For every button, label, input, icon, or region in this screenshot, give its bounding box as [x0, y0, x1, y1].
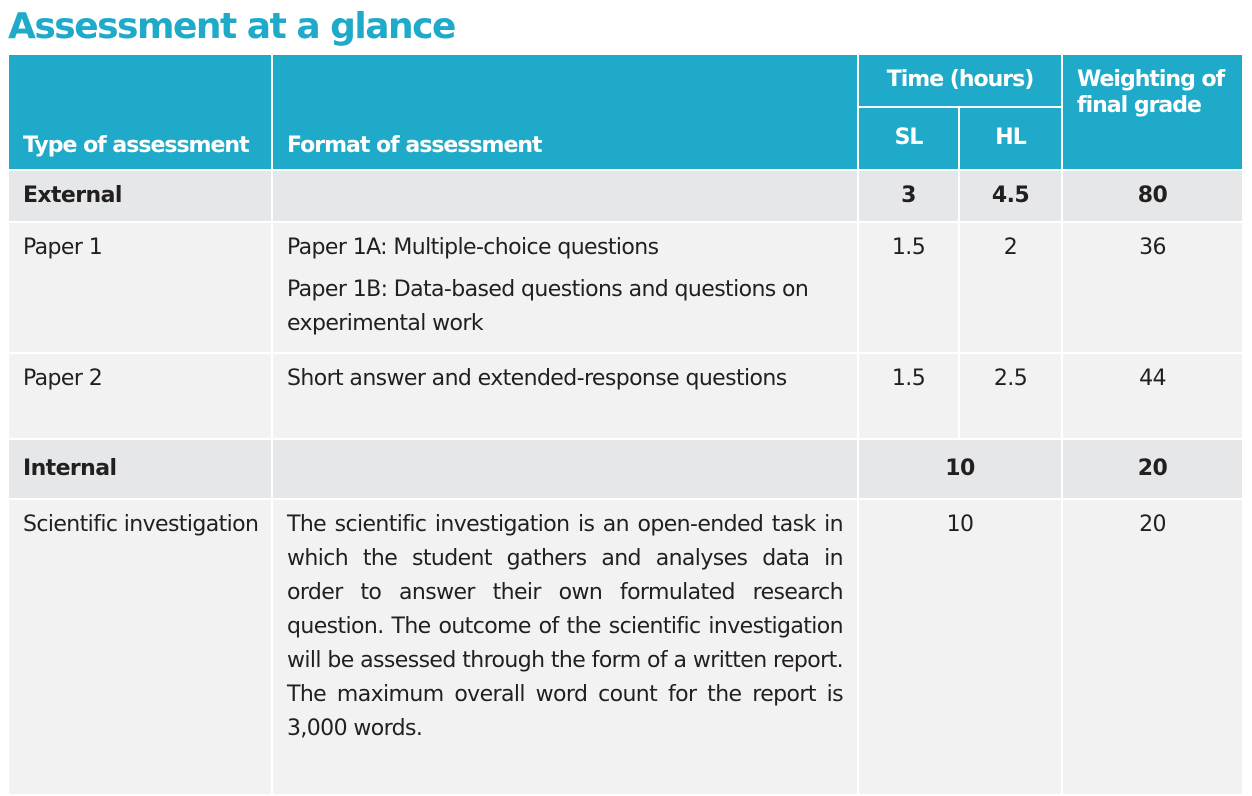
time-combined-cell: 10	[859, 440, 1061, 498]
format-cell	[273, 354, 857, 438]
time-combined-cell: 10	[859, 500, 1061, 794]
table-row-scientific-investigation	[9, 500, 1242, 794]
sl-cell: 1.5	[859, 354, 958, 438]
header-time: Time (hours)	[859, 55, 1061, 106]
weighting-cell: 20	[1063, 500, 1242, 794]
weighting-cell: 36	[1063, 223, 1242, 352]
type-cell: Paper 1	[9, 223, 271, 352]
format-paragraph: The scientific investigation is an open-ended task in which the student gathers and analyses data in order to answer their own formulated research question. The outcome of the scientific investigation will be assessed through the form of a written report. The maximum overall word count for the report is 3,000 words.	[287, 512, 843, 741]
hl-cell: 4.5	[960, 171, 1061, 221]
weighting-cell: 44	[1063, 354, 1242, 438]
header-sl: SL	[859, 108, 958, 169]
weighting-cell: 20	[1063, 440, 1242, 498]
sl-cell: 1.5	[859, 223, 958, 352]
header-weighting: Weighting of final grade	[1063, 55, 1242, 169]
format-cell	[273, 223, 857, 352]
header-hl: HL	[960, 108, 1061, 169]
group-row-internal	[9, 440, 1242, 498]
format-paragraph: Paper 1A: Multiple-choice questions	[287, 235, 659, 260]
header-format: Format of assessment	[273, 55, 857, 169]
page-title: Assessment at a glance	[8, 6, 455, 47]
type-cell: Scientific investigation	[9, 500, 271, 794]
weighting-cell: 80	[1063, 171, 1242, 221]
sl-cell: 3	[859, 171, 958, 221]
header-type: Type of assessment	[9, 55, 271, 169]
format-cell	[273, 171, 857, 221]
assessment-table	[7, 53, 1244, 796]
type-cell: Internal	[9, 440, 271, 498]
format-paragraph: Paper 1B: Data-based questions and questions on experimental work	[287, 277, 809, 336]
table-row-paper-2	[9, 354, 1242, 438]
format-cell	[273, 440, 857, 498]
hl-cell: 2.5	[960, 354, 1061, 438]
format-paragraph: Short answer and extended-response questions	[287, 366, 787, 391]
header-row	[9, 55, 1242, 106]
hl-cell: 2	[960, 223, 1061, 352]
table-row-paper-1	[9, 223, 1242, 352]
type-cell: Paper 2	[9, 354, 271, 438]
format-cell	[273, 500, 857, 794]
type-cell: External	[9, 171, 271, 221]
group-row-external	[9, 171, 1242, 221]
